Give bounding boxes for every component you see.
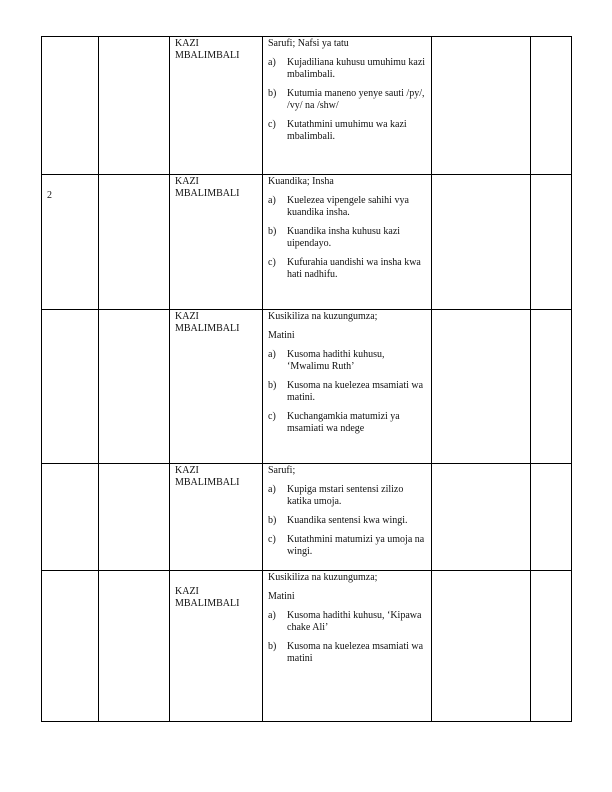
objective-letter: b) bbox=[268, 88, 277, 99]
objective-item bbox=[268, 88, 426, 112]
content-cell bbox=[263, 310, 432, 464]
content-heading: Sarufi; bbox=[268, 465, 296, 476]
lesson-cell bbox=[99, 175, 170, 310]
topic-label: KAZI MBALIMBALI bbox=[175, 586, 240, 609]
objective-letter: a) bbox=[268, 57, 276, 68]
objective-letter: a) bbox=[268, 349, 276, 360]
objective-text: Kufurahia uandishi wa insha kwa hati nadhifu. bbox=[287, 257, 421, 280]
objective-item bbox=[268, 119, 426, 143]
objective-text: Kusoma na kuelezea msamiati wa matini bbox=[287, 641, 424, 664]
empty-cell bbox=[531, 464, 572, 571]
content-cell bbox=[263, 37, 432, 175]
objective-item bbox=[268, 484, 426, 508]
objective-text: Kusoma hadithi kuhusu, ‘Mwalimu Ruth’ bbox=[287, 349, 385, 372]
topic-cell bbox=[170, 464, 263, 571]
objective-letter: b) bbox=[268, 515, 277, 526]
objective-text: Kuelezea vipengele sahihi vya kuandika insha. bbox=[287, 195, 409, 218]
objective-item bbox=[268, 534, 426, 558]
lesson-cell bbox=[99, 571, 170, 722]
week-cell bbox=[42, 175, 99, 310]
empty-cell bbox=[432, 464, 531, 571]
topic-cell bbox=[170, 310, 263, 464]
topic-label: KAZI MBALIMBALI bbox=[175, 311, 240, 334]
lesson-cell bbox=[99, 464, 170, 571]
scheme-of-work-table bbox=[41, 36, 572, 722]
objective-item bbox=[268, 380, 426, 404]
objective-letter: b) bbox=[268, 380, 277, 391]
objective-text: Kutathmini umuhimu wa kazi mbalimbali. bbox=[287, 119, 407, 142]
empty-cell bbox=[432, 571, 531, 722]
objective-letter: c) bbox=[268, 257, 276, 268]
week-cell bbox=[42, 310, 99, 464]
objective-item bbox=[268, 515, 426, 527]
topic-cell bbox=[170, 37, 263, 175]
content-heading: Kusikiliza na kuzungumza; bbox=[268, 572, 378, 583]
objective-letter: c) bbox=[268, 534, 276, 545]
content-cell bbox=[263, 175, 432, 310]
empty-cell bbox=[432, 310, 531, 464]
topic-cell bbox=[170, 175, 263, 310]
topic-label: KAZI MBALIMBALI bbox=[175, 465, 240, 488]
topic-label: KAZI MBALIMBALI bbox=[175, 176, 240, 199]
empty-cell bbox=[531, 37, 572, 175]
table-row bbox=[42, 37, 572, 175]
empty-cell bbox=[531, 571, 572, 722]
objective-item bbox=[268, 641, 426, 665]
objective-item bbox=[268, 257, 426, 281]
week-cell bbox=[42, 464, 99, 571]
objective-item bbox=[268, 226, 426, 250]
objective-item bbox=[268, 610, 426, 634]
objective-text: Kusoma na kuelezea msamiati wa matini. bbox=[287, 380, 424, 403]
objective-text: Kuandika sentensi kwa wingi. bbox=[287, 515, 408, 526]
content-heading: Kuandika; Insha bbox=[268, 176, 334, 187]
content-heading: Kusikiliza na kuzungumza; bbox=[268, 311, 378, 322]
empty-cell bbox=[531, 175, 572, 310]
objective-letter: a) bbox=[268, 610, 276, 621]
table-row bbox=[42, 175, 572, 310]
lesson-cell bbox=[99, 310, 170, 464]
objective-text: Kuchangamkia matumizi ya msamiati wa ndege bbox=[287, 411, 400, 434]
week-number: 2 bbox=[47, 190, 52, 201]
empty-cell bbox=[432, 37, 531, 175]
week-cell bbox=[42, 37, 99, 175]
content-subheading: Matini bbox=[268, 591, 295, 602]
empty-cell bbox=[531, 310, 572, 464]
objective-item bbox=[268, 349, 426, 373]
content-cell bbox=[263, 464, 432, 571]
table-row bbox=[42, 464, 572, 571]
objective-item bbox=[268, 195, 426, 219]
objective-text: Kutathmini matumizi ya umoja na wingi. bbox=[287, 534, 425, 557]
objective-text: Kutumia maneno yenye sauti /py/, /vy/ na /shw/ bbox=[287, 88, 425, 111]
objective-text: Kuandika insha kuhusu kazi uipendayo. bbox=[287, 226, 401, 249]
objective-text: Kusoma hadithi kuhusu, ‘Kipawa chake Ali’ bbox=[287, 610, 422, 633]
week-cell bbox=[42, 571, 99, 722]
objective-text: Kujadiliana kuhusu umuhimu kazi mbalimbali. bbox=[287, 57, 426, 80]
table-row bbox=[42, 310, 572, 464]
content-subheading: Matini bbox=[268, 330, 295, 341]
table-row bbox=[42, 571, 572, 722]
objective-letter: c) bbox=[268, 119, 276, 130]
topic-cell bbox=[170, 571, 263, 722]
objective-item bbox=[268, 411, 426, 435]
lesson-cell bbox=[99, 37, 170, 175]
objective-letter: a) bbox=[268, 195, 276, 206]
objective-item bbox=[268, 57, 426, 81]
objective-letter: b) bbox=[268, 226, 277, 237]
content-heading: Sarufi; Nafsi ya tatu bbox=[268, 38, 349, 49]
content-cell bbox=[263, 571, 432, 722]
objective-letter: c) bbox=[268, 411, 276, 422]
topic-label: KAZI MBALIMBALI bbox=[175, 38, 240, 61]
objective-text: Kupiga mstari sentensi zilizo katika umoja. bbox=[287, 484, 404, 507]
empty-cell bbox=[432, 175, 531, 310]
objective-letter: b) bbox=[268, 641, 277, 652]
objective-letter: a) bbox=[268, 484, 276, 495]
